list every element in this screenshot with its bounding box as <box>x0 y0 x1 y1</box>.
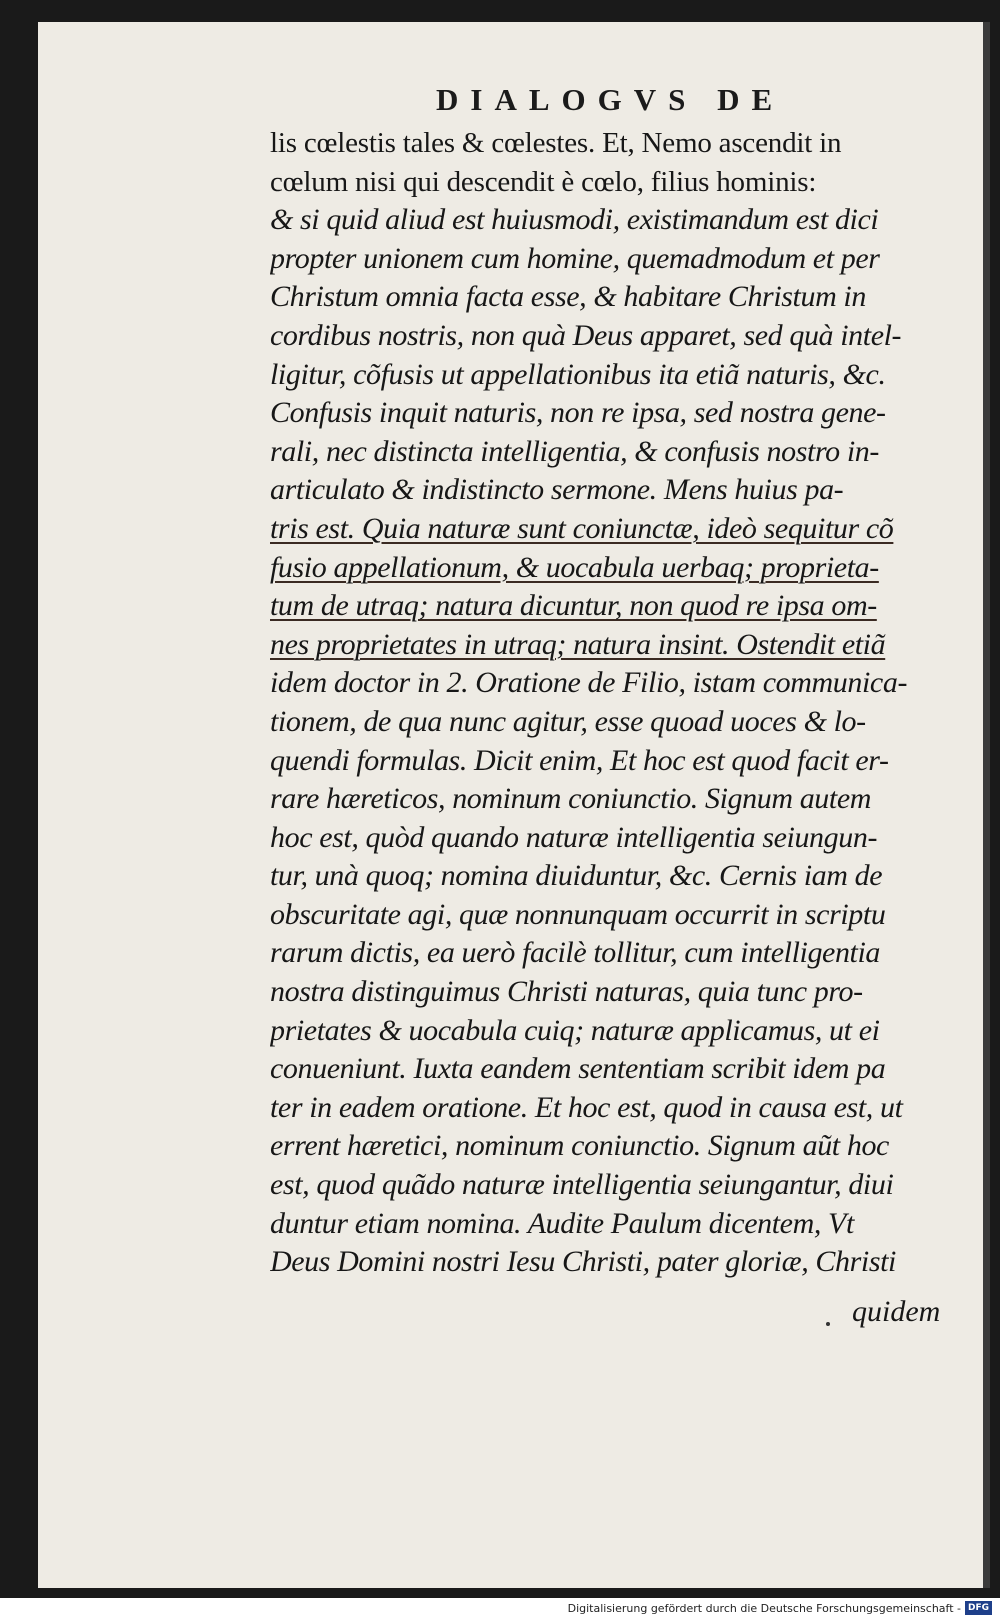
text-line: Christum omnia facta esse, & habitare Christum in <box>270 280 866 314</box>
body-text <box>270 124 960 1282</box>
ink-speck <box>826 1322 830 1326</box>
text-line: rarum dictis, ea uerò facilè tollitur, cum intelligentia <box>270 936 881 970</box>
text-line: rali, nec distincta intelligentia, & confusis nostro in- <box>270 434 879 468</box>
text-line: conueniunt. Iuxta eandem sententiam scribit idem pa <box>270 1052 886 1086</box>
text-line: Deus Domini nostri Iesu Christi, pater gloriæ, Christi <box>270 1245 896 1279</box>
text-line: fusio appellationum, & uocabula uerbaq; proprieta- <box>270 550 879 584</box>
credit-text: Digitalisierung gefördert durch die Deutsche Forschungsgemeinschaft - <box>567 1601 961 1615</box>
text-line: rare hæreticos, nominum coniunctio. Signum autem <box>270 782 872 816</box>
text-line: lis cœlestis tales & cœlestes. Et, Nemo ascendit in <box>270 127 842 159</box>
text-line: obscuritate agi, quæ nonnunquam occurrit in scriptu <box>270 897 886 931</box>
text-line: tur, unà quoq; nomina diuiduntur, &c. Cernis iam de <box>270 859 883 893</box>
text-line: ter in eadem oratione. Et hoc est, quod in causa est, ut <box>270 1090 903 1124</box>
dfg-logo: DFG <box>965 1601 992 1615</box>
text-line: est, quod quãdo naturæ intelligentia seiungantur, diui <box>270 1168 894 1202</box>
text-line: Confusis inquit naturis, non re ipsa, sed nostra gene- <box>270 396 886 430</box>
page-edge <box>983 22 990 1588</box>
show-through-text <box>108 140 258 200</box>
text-line: duntur etiam nomina. Audite Paulum dicentem, Vt <box>270 1206 854 1240</box>
text-line: tris est. Quia naturæ sunt coniunctæ, ideò sequitur cõ <box>270 511 894 545</box>
text-line: articulato & indistincto sermone. Mens huius pa- <box>270 473 844 507</box>
text-line: ligitur, cõfusis ut appellationibus ita etiã naturis, &c. <box>270 357 886 391</box>
text-line: cœlum nisi qui descendit è cœlo, filius hominis: <box>270 165 817 198</box>
text-line: tum de utraq; natura dicuntur, non quod re ipsa om- <box>270 589 877 623</box>
text-line: quendi formulas. Dicit enim, Et hoc est quod facit er- <box>270 743 889 777</box>
text-line: idem doctor in 2. Oratione de Filio, istam communica- <box>270 666 908 700</box>
digitization-credit <box>568 1600 992 1616</box>
text-line: & si quid aliud est huiusmodi, existimandum est dici <box>270 203 879 237</box>
catchword: quidem <box>852 1295 941 1328</box>
text-line: nes proprietates in utraq; natura insint. Ostendit etiã <box>270 627 886 661</box>
text-line: errent hæretici, nominum coniunctio. Signum aũt hoc <box>270 1129 889 1163</box>
text-line: nostra distinguimus Christi naturas, quia tunc pro- <box>270 975 863 1009</box>
running-title: DIALOGVS DE <box>436 82 785 117</box>
text-line: cordibus nostris, non quà Deus apparet, sed quà intel- <box>270 318 902 352</box>
text-line: prietates & uocabula cuiq; naturæ applicamus, ut ei <box>270 1013 880 1047</box>
text-line: propter unionem cum homine, quemadmodum et per <box>270 241 880 275</box>
text-line: tionem, de qua nunc agitur, esse quoad uoces & lo- <box>270 704 866 738</box>
text-line: hoc est, quòd quando naturæ intelligentia seiungun- <box>270 820 878 854</box>
